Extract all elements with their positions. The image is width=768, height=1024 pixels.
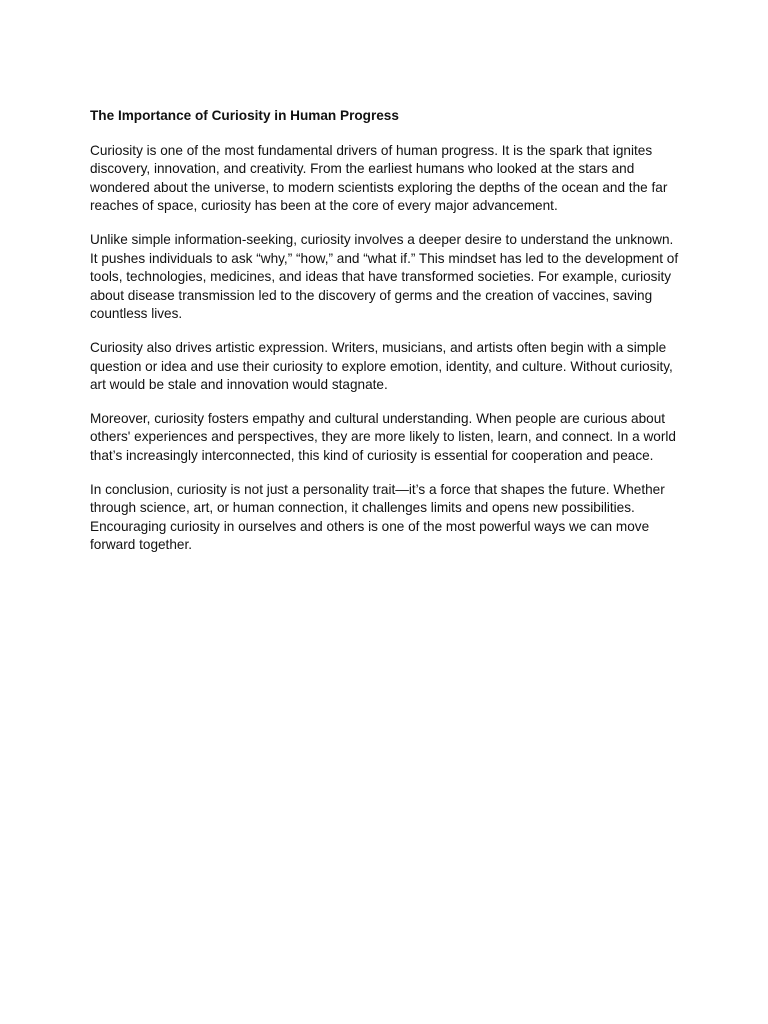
document-body xyxy=(90,107,682,570)
paragraph-5: In conclusion, curiosity is not just a personality trait—it’s a force that shapes the future. Whether through science, art, or human connection, it challenges limits and opens new possibilities. Encouraging curiosity in ourselves and others is one of the most powerful ways we can move forward together. xyxy=(90,481,665,553)
paragraph-3: Curiosity also drives artistic expression. Writers, musicians, and artists often begin with a simple question or idea and use their curiosity to explore emotion, identity, and culture. Without curiosity, art would be stale and innovation would stagnate. xyxy=(90,339,673,393)
paragraph-1: Curiosity is one of the most fundamental drivers of human progress. It is the spark that ignites discovery, innovation, and creativity. From the earliest humans who looked at the stars and wondered about the universe, to modern scientists exploring the depths of the ocean and the far reaches of space, curiosity has been at the core of every major advancement. xyxy=(90,142,668,214)
document-title: The Importance of Curiosity in Human Progress xyxy=(90,108,399,123)
paragraph-4: Moreover, curiosity fosters empathy and cultural understanding. When people are curious about others' experiences and perspectives, they are more likely to listen, learn, and connect. In a world that’s increasingly interconnected, this kind of curiosity is essential for cooperation and peace. xyxy=(90,410,676,463)
paragraph-2: Unlike simple information-seeking, curiosity involves a deeper desire to understand the unknown. It pushes individuals to ask “why,” “how,” and “what if.” This mindset has led to the development of tools, technologies, medicines, and ideas that have transformed societies. For example, curiosity about disease transmission led to the discovery of germs and the creation of vaccines, saving countless lives. xyxy=(90,231,679,322)
